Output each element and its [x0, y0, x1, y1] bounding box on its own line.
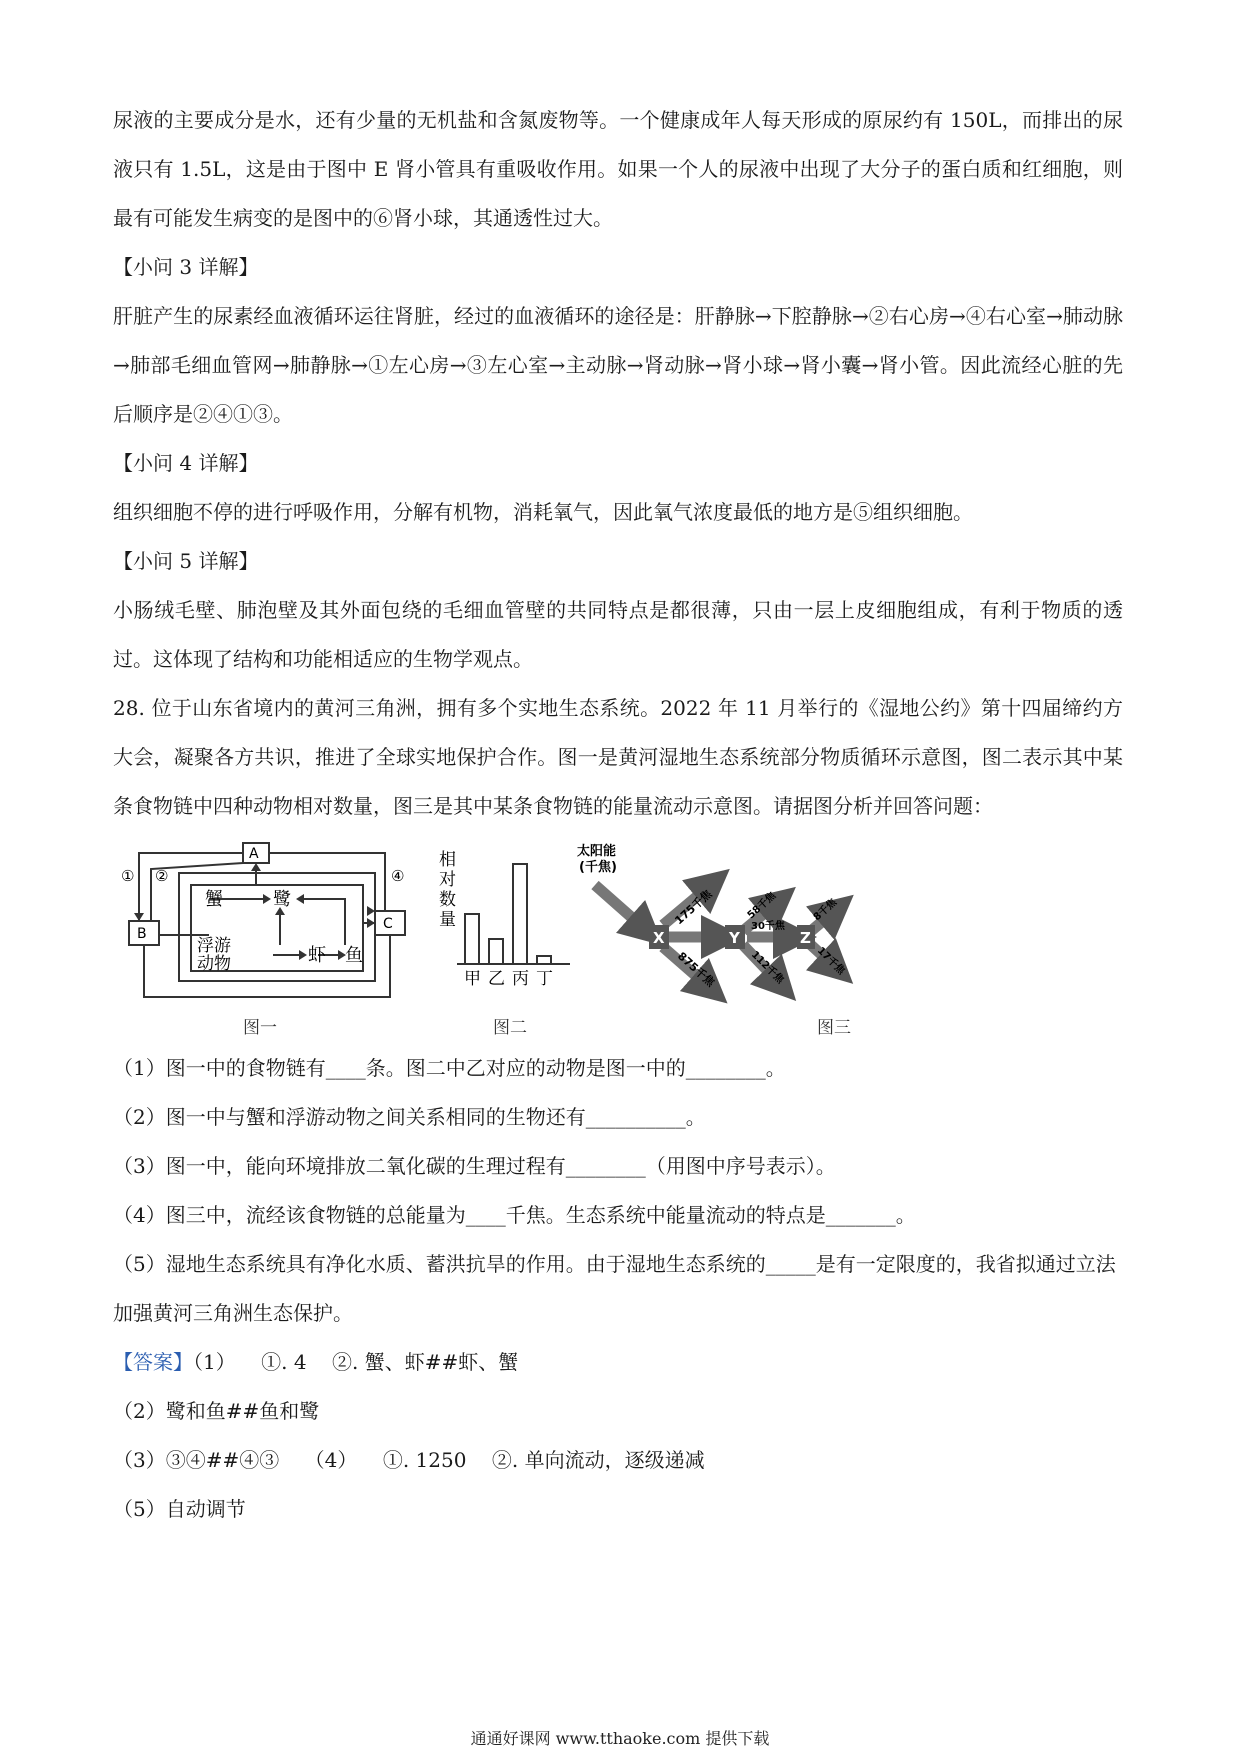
- flow-112: 112千焦: [748, 949, 786, 987]
- bar-1: [465, 914, 479, 964]
- category-label-1: 甲: [464, 969, 481, 989]
- answer-line-1: [113, 1338, 1123, 1387]
- category-label-3: 丙: [512, 969, 529, 989]
- sun-label-1: 太阳能: [577, 844, 617, 859]
- arrow-label-2: ②: [155, 867, 169, 885]
- paragraph: 肝脏产生的尿素经血液循环运往肾脏，经过的血液循环的途径是：肝静脉→下腔静脉→②右心房→④右心室→肺动脉→肺部毛细血管网→肺静脉→①左心房→③左心室→主动脉→肾动脉→肾小球→肾小囊→肾小管。因此流经心脏的先后顺序是②④①③。: [113, 304, 1123, 426]
- arrow-label-4: ④: [391, 867, 405, 885]
- figure-2-bar-chart: [435, 839, 575, 1009]
- node-b: B: [137, 926, 147, 942]
- question-5: （5）湿地生态系统具有净化水质、蓄洪抗旱的作用。由于湿地生态系统的_____是有一定限度的，我省拟通过立法加强黄河三角洲生态保护。: [113, 1252, 1116, 1325]
- figures-row: [113, 839, 1123, 1044]
- bar-4: [537, 956, 551, 964]
- section-heading: 【小问 5 详解】: [113, 549, 259, 573]
- figure-3-caption: 图三: [817, 1018, 851, 1038]
- flow-875: 875千焦: [674, 949, 718, 990]
- flow-175: 175千焦: [672, 887, 715, 928]
- flow-58: 58千焦: [745, 890, 779, 922]
- answer-text-1: （1） ①. 4 ②. 蟹、虾##虾、蟹: [193, 1350, 519, 1374]
- question-4: （4）图三中，流经该食物链的总能量为____千焦。生态系统中能量流动的特点是_______。: [113, 1203, 916, 1227]
- document-body: [113, 96, 1123, 1534]
- organism-shrimp: 虾: [308, 945, 326, 966]
- figure-1-caption: 图一: [243, 1018, 277, 1038]
- answer-label: 【答案】: [113, 1350, 193, 1374]
- question-3: （3）图一中，能向环境排放二氧化碳的生理过程有________（用图中序号表示）。: [113, 1154, 836, 1178]
- bar-2: [489, 939, 503, 964]
- paragraph: 组织细胞不停的进行呼吸作用，分解有机物，消耗氧气，因此氧气浓度最低的地方是⑤组织细胞。: [113, 500, 973, 524]
- node-y: Y: [729, 929, 740, 947]
- answer-line-4: （5）自动调节: [113, 1497, 246, 1521]
- flow-8: 8千焦: [811, 897, 840, 924]
- section-heading: 【小问 4 详解】: [113, 451, 259, 475]
- figure-3-energy-flow: [575, 839, 875, 1009]
- organism-plankton-2: 动物: [197, 954, 231, 974]
- question-stem: 28. 位于山东省境内的黄河三角洲，拥有多个实地生态系统。2022 年 11 月举行的《湿地公约》第十四届缔约方大会，凝聚各方共识，推进了全球实地保护合作。图一是黄河湿地生态系统部分物质循环示意图，图二表示其中某条食物链中四种动物相对数量，图三是其中某条食物链的能量流动示意图。请据图分析并回答问题：: [113, 696, 1123, 818]
- organism-egret: 鹭: [273, 889, 291, 910]
- paragraph: 小肠绒毛壁、肺泡壁及其外面包绕的毛细血管壁的共同特点是都很薄，只由一层上皮细胞组成，有利于物质的透过。这体现了结构和功能相适应的生物学观点。: [113, 598, 1123, 671]
- category-label-2: 乙: [488, 969, 505, 989]
- arrow-label-1: ①: [121, 867, 135, 885]
- flow-17: 17千焦: [814, 945, 847, 978]
- y-axis-label-2: 对: [439, 870, 456, 890]
- organism-fish: 鱼: [345, 945, 363, 966]
- paragraph: 尿液的主要成分是水，还有少量的无机盐和含氮废物等。一个健康成年人每天形成的原尿约有 150L，而排出的尿液只有 1.5L，这是由于图中 E 肾小管具有重吸收作用。如果一个人的尿液中出现了大分子的蛋白质和红细胞，则最有可能发生病变的是图中的⑥肾小球，其通透性过大。: [113, 108, 1123, 230]
- node-a: A: [249, 846, 259, 862]
- answer-line-3: （3）③④##④③ （4） ①. 1250 ②. 单向流动，逐级递减: [113, 1448, 705, 1472]
- answer-line-2: （2）鹭和鱼##鱼和鹭: [113, 1399, 320, 1423]
- y-axis-label-4: 量: [439, 910, 456, 930]
- organism-plankton-1: 浮游: [197, 936, 231, 956]
- question-1: （1）图一中的食物链有____条。图二中乙对应的动物是图一中的________。: [113, 1056, 786, 1080]
- figure-2-caption: 图二: [493, 1018, 527, 1038]
- y-axis-label-3: 数: [439, 890, 456, 910]
- sun-label-2: (千焦): [579, 860, 617, 875]
- y-axis-label-1: 相: [439, 850, 456, 870]
- question-2: （2）图一中与蟹和浮游动物之间关系相同的生物还有__________。: [113, 1105, 706, 1129]
- footer-source: 通通好课网 www.tthaoke.com 提供下载: [470, 1729, 770, 1748]
- figure-1-cycle-diagram: [113, 839, 453, 1009]
- section-heading: 【小问 3 详解】: [113, 255, 259, 279]
- node-z: Z: [800, 929, 811, 947]
- bar-3: [513, 864, 527, 964]
- node-x: X: [653, 929, 665, 947]
- node-c: C: [383, 916, 393, 932]
- organism-crab: 蟹: [205, 889, 223, 910]
- flow-30: 30千焦: [751, 921, 785, 932]
- category-label-4: 丁: [536, 969, 553, 989]
